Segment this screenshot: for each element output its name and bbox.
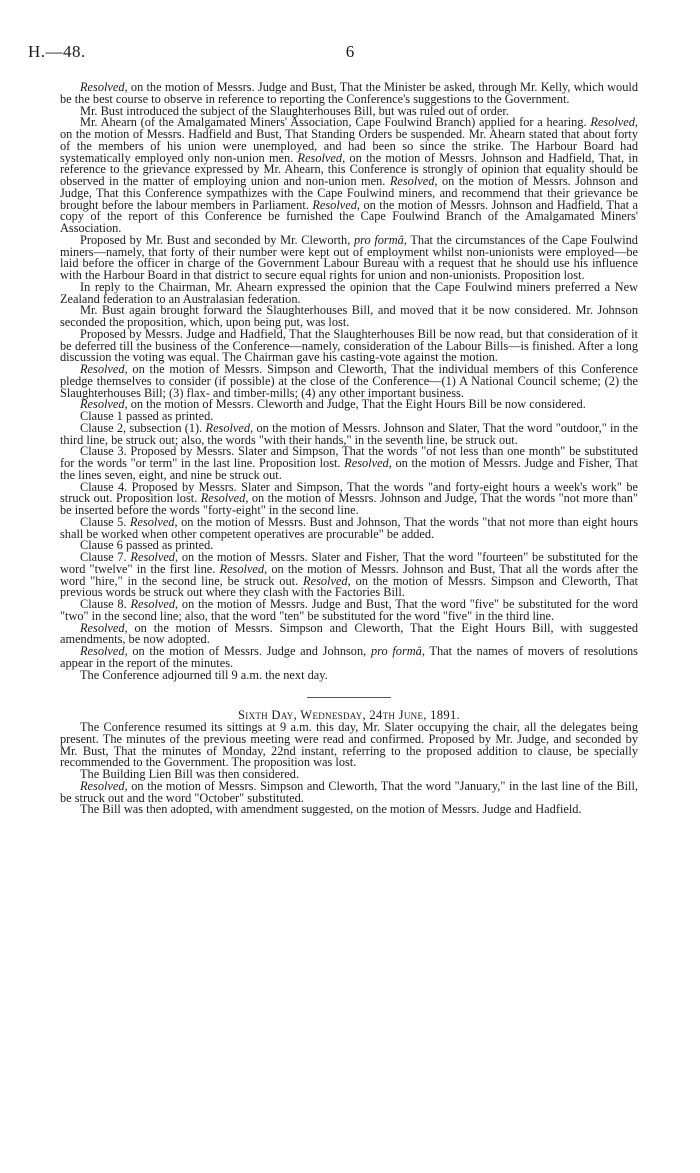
paragraph: Clause 4. Proposed by Messrs. Slater and Simpson, That the words "and forty-eight hours a week's work" be struck out. Proposition lost. Resolved, on the motion of Messrs. Johnson and Judge, That the words "not more than" be inserted before the words "forty-eight" in the second line. [60, 479, 638, 517]
paragraph: Resolved, on the motion of Messrs. Judge and Bust, That the Minister be asked, through Mr. Kelly, which would be the best course to observe in reference to reporting the Conference's suggestions to the Government. [60, 80, 638, 106]
paragraph: Mr. Bust again brought forward the Slaughterhouses Bill, and moved that it be now considered. Mr. Johnson seconded the proposition, which, upon being put, was lost. [60, 303, 638, 329]
paragraph: The Conference adjourned till 9 a.m. the next day. [80, 667, 328, 682]
paragraph: Clause 6 passed as printed. [80, 538, 214, 553]
paragraph: Proposed by Mr. Bust and seconded by Mr. Cleworth, pro formâ, That the circumstances of the Cape Foulwind miners—namely, that forty of their number were kept out of employment whilst non-unionists were employed—be laid before the officer in charge of the Government Labour Bureau with a request that he should use his influence with the Harbour Board in that district to secure equal rights for union and non-unionists. Proposition lost. [60, 232, 638, 282]
paragraph: Mr. Ahearn (of the Amalgamated Miners' Association, Cape Foulwind Branch) applied for a hearing. Resolved, on the motion of Messrs. Hadfield and Bust, That Standing Orders be suspended. Mr. Ahearn stated that about forty of the members of his union were unemployed, and had been so since the strike. The Harbour Board had systematically employed only non-union men. Resolved, on the motion of Messrs. Johnson and Hadfield, That, in reference to the grievance expressed by Mr. Ahearn, this Conference is strongly of opinion that equality should be observed in the matter of employing union and non-union men. Resolved, on the motion of Messrs. Johnson and Judge, That this Conference sympathizes with the Cape Foulwind miners, and recommend that their grievance be brought before the labour members in Parliament. Resolved, on the motion of Messrs. Johnson and Hadfield, That a copy of the report of this Conference be furnished the Cape Foulwind Branch of the Amalgamated Miners' Association. [60, 115, 638, 235]
paragraph: Clause 3. Proposed by Messrs. Slater and Simpson, That the words "of not less than one month" be substituted for the words "or term" in the last line. Proposition lost. Resolved, on the motion of Messrs. Judge and Fisher, That the lines seven, eight, and nine be struck out. [60, 444, 638, 482]
paragraph: Resolved, on the motion of Messrs. Simpson and Cleworth, That the Eight Hours Bill, with suggested amendments, be now adopted. [60, 620, 638, 647]
paragraph: Clause 7. Resolved, on the motion of Messrs. Slater and Fisher, That the word "fourteen" be substituted for the word "twelve" in the first line. Resolved, on the motion of Messrs. Johnson and Bust, That all the words after the word "hire," in the second line, be struck out. Resolved, on the motion of Messrs. Simpson and Cleworth, That previous words be struck out where they clash with the Factories Bill. [60, 550, 639, 600]
section-divider [307, 697, 391, 698]
paragraph: Clause 2, subsection (1). Resolved, on the motion of Messrs. Johnson and Slater, That the word "outdoor," in the third line, be struck out; also, the words "with their hands," in the seventh line, be struck out. [60, 420, 638, 447]
page-header [0, 42, 700, 66]
paragraph: Clause 8. Resolved, on the motion of Messrs. Judge and Bust, That the word "five" be substituted for the word "two" in the second line; also, that the word "ten" be substituted for the word "five" in the third line. [60, 597, 638, 623]
paragraph: Clause 5. Resolved, on the motion of Messrs. Bust and Johnson, That the words "that not more than eight hours shall be worked when other competent operatives are procurable" be added. [60, 514, 638, 541]
section-heading-text: Sixth Day, Wednesday, 24th June, 1891. [237, 708, 460, 723]
paragraph: Clause 1 passed as printed. [80, 409, 214, 423]
paragraph: The Building Lien Bill was then considered. [80, 767, 300, 781]
paragraph: Resolved, on the motion of Messrs. Simpson and Cleworth, That the individual members of this Conference pledge themselves to consider (if possible) at the close of the Conference—(1) A National Council scheme; (2) the Slaughterhouses Bill; (3) flax- and timber-mills; (4) any other important business. [60, 362, 638, 400]
page-number: 6 [345, 42, 355, 61]
paragraph: Resolved, on the motion of Messrs. Simpson and Cleworth, That the word "January," in the last line of the Bill, be struck out and the word "October" substituted. [60, 778, 638, 805]
document-code: H.—48. [28, 42, 86, 61]
paragraph: In reply to the Chairman, Mr. Ahearn expressed the opinion that the Cape Foulwind miners preferred a New Zealand federation to an Australasian federation. [60, 279, 638, 306]
paragraph: Mr. Bust introduced the subject of the Slaughterhouses Bill, but was ruled out of order. [80, 103, 509, 118]
paragraph: The Bill was then adopted, with amendment suggested, on the motion of Messrs. Judge and Hadfield. [80, 802, 582, 817]
paragraph: Proposed by Messrs. Judge and Hadfield, That the Slaughterhouses Bill be now read, but that consideration of it be deferred till the business of the Conference—namely, consideration of the Labour Bills—is finished. After a long discussion the voting was equal. The Chairman gave his casting-vote against the motion. [60, 326, 638, 365]
paragraph: The Conference resumed its sittings at 9 a.m. this day, Mr. Slater occupying the chair, all the delegates being present. The minutes of the previous meeting were read and confirmed. Proposed by Mr. Judge, and seconded by Mr. Bust, That the minutes of Monday, 22nd instant, referring to the proposed addition to clause, be specially recommended to the Government. The proposition was lost. [60, 720, 638, 770]
body-text [60, 82, 638, 816]
paragraph: Resolved, on the motion of Messrs. Cleworth and Judge, That the Eight Hours Bill be now considered. [80, 397, 586, 412]
paragraph: Resolved, on the motion of Messrs. Judge and Johnson, pro formâ, That the names of movers of resolutions appear in the report of the minutes. [60, 644, 638, 670]
